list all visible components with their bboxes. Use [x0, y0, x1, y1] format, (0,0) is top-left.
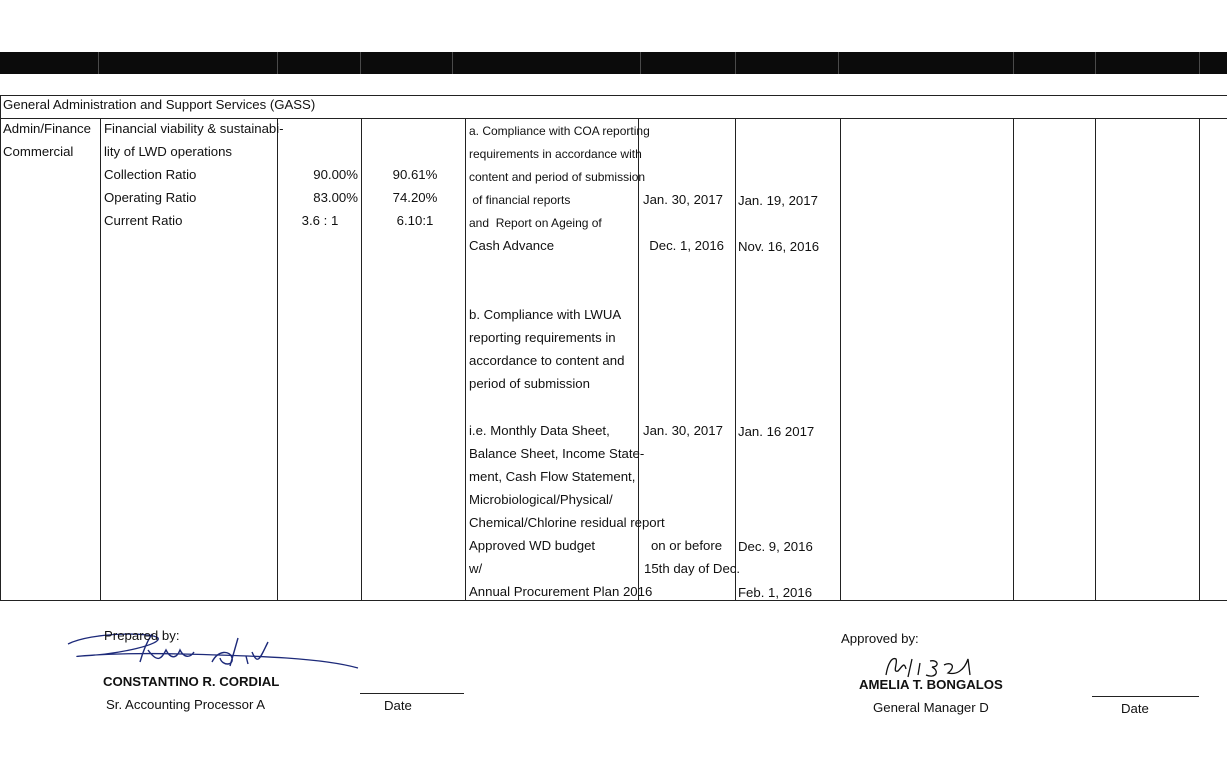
indicator-label: Current Ratio: [104, 213, 183, 228]
actual-date: Dec. 9, 2016: [738, 539, 813, 554]
approved-name: AMELIA T. BONGALOS: [859, 677, 1003, 692]
approved-date-line: [1092, 696, 1199, 697]
col-divider: [1095, 118, 1096, 601]
target-value: 90.00%: [313, 167, 358, 182]
section-header: General Administration and Support Services (GASS): [3, 97, 316, 112]
col-divider: [100, 118, 101, 601]
actual-value: 6.10:1: [396, 213, 434, 228]
actual-date: Feb. 1, 2016: [738, 585, 813, 600]
activity-a-line: a. Compliance with COA reporting: [469, 124, 650, 138]
activity-b-line: reporting requirements in: [469, 330, 616, 345]
target-value: 3.6 : 1: [301, 213, 339, 228]
col-divider: [0, 95, 1, 601]
section-header-rule: [0, 118, 1227, 119]
activity-ie-line: Microbiological/Physical/: [469, 492, 613, 507]
col-divider: [735, 118, 736, 601]
approved-title: General Manager D: [873, 700, 989, 715]
indicator-label: Collection Ratio: [104, 167, 197, 182]
indicator-label: Operating Ratio: [104, 190, 197, 205]
table-header-bar: [0, 52, 1227, 74]
approved-date-label: Date: [1121, 701, 1149, 716]
actual-date: Jan. 16 2017: [738, 424, 815, 439]
target-date: 15th day of Dec.: [644, 561, 741, 576]
col-divider: [361, 118, 362, 601]
col-divider: [277, 118, 278, 601]
activity-b-line: accordance to content and: [469, 353, 625, 368]
activity-ie-line: Chemical/Chlorine residual report: [469, 515, 665, 530]
activity-a-cash-advance: Cash Advance: [469, 238, 555, 253]
activity-ie-line: w/: [469, 561, 483, 576]
col-divider: [1013, 118, 1014, 601]
activity-ie-line: ment, Cash Flow Statement,: [469, 469, 636, 484]
prepared-date-line: [360, 693, 464, 694]
col-divider: [840, 118, 841, 601]
actual-date: Jan. 19, 2017: [738, 193, 818, 208]
office-label: Commercial: [3, 144, 74, 159]
activity-a-line: requirements in accordance with: [469, 147, 642, 161]
activity-ie-line: Annual Procurement Plan 2016: [469, 584, 653, 599]
actual-date: Nov. 16, 2016: [738, 239, 820, 254]
col-divider: [1199, 118, 1200, 601]
activity-b-line: period of submission: [469, 376, 590, 391]
indicator-title: Financial viability & sustainabi-: [104, 121, 284, 136]
target-date: Dec. 1, 2016: [649, 238, 724, 253]
prepared-by-label: Prepared by:: [104, 628, 180, 643]
activity-a-line: content and period of submission: [469, 170, 646, 184]
target-date: Jan. 30, 2017: [643, 423, 723, 438]
target-value: 83.00%: [313, 190, 358, 205]
activity-a-line: of financial reports: [469, 193, 571, 207]
actual-value: 74.20%: [392, 190, 438, 205]
activity-ie-line: Approved WD budget: [469, 538, 596, 553]
office-label: Admin/Finance: [3, 121, 91, 136]
activity-b-line: b. Compliance with LWUA: [469, 307, 622, 322]
actual-value: 90.61%: [392, 167, 438, 182]
col-divider: [465, 118, 466, 601]
activity-a-line: and Report on Ageing of: [469, 216, 602, 230]
prepared-date-label: Date: [384, 698, 412, 713]
activity-ie-line: i.e. Monthly Data Sheet,: [469, 423, 610, 438]
approved-by-label: Approved by:: [841, 631, 919, 646]
prepared-title: Sr. Accounting Processor A: [106, 697, 266, 712]
section-top-rule: [0, 95, 1227, 96]
target-date: on or before: [650, 538, 723, 553]
prepared-name: CONSTANTINO R. CORDIAL: [103, 674, 280, 689]
target-date: Jan. 30, 2017: [643, 192, 723, 207]
table-bottom-rule: [0, 600, 1227, 601]
activity-ie-line: Balance Sheet, Income State-: [469, 446, 645, 461]
indicator-title: lity of LWD operations: [104, 144, 233, 159]
